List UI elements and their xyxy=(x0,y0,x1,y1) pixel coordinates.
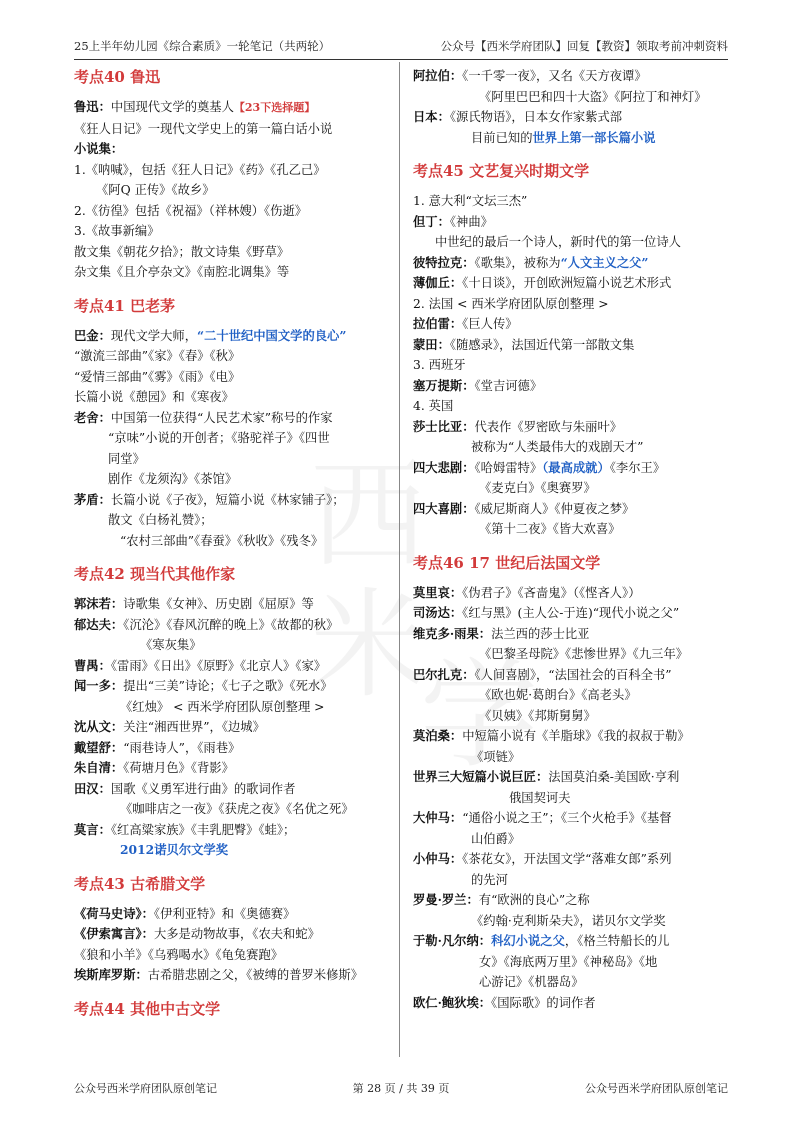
text-line: 《红烛》 < 西米学府团队原创整理 > xyxy=(120,699,325,714)
verne-line xyxy=(413,931,731,952)
arabia-line xyxy=(413,66,731,87)
highlight-text: （最高成就） xyxy=(542,459,610,475)
entry-name: 蒙田： xyxy=(413,336,450,352)
entry-name: 维克多·雨果： xyxy=(413,625,492,641)
text-line: 散文集《朝花夕拾》；散文诗集《野草》 xyxy=(74,244,290,259)
entry-text: 现代文学大师， xyxy=(110,328,197,343)
entry-text: “雨巷诗人”，《雨巷》 xyxy=(123,740,241,755)
entry-name: 大仲马： xyxy=(413,810,463,825)
text-line: “京味”小说的开创者；《骆驼祥子》《四世 xyxy=(108,431,330,445)
text-line: 2.《彷徨》包括《祝福》（祥林嫂）《伤逝》 xyxy=(74,203,308,218)
text-line: 被称为“人类最伟大的戏剧天才” xyxy=(471,440,644,454)
text-line: “激流三部曲”《家》《春》《秋》 xyxy=(74,349,241,363)
page-number: 第 28 页 / 共 39 页 xyxy=(352,1082,450,1095)
entry-name: 小仲马： xyxy=(413,851,463,866)
luxun-line xyxy=(74,97,392,119)
entry-name: 闻一多： xyxy=(74,678,124,693)
entry-text: 提出“三美”诗论；《七子之歌》《死水》 xyxy=(123,679,333,693)
dumas-fils-line xyxy=(413,849,731,870)
page-footer xyxy=(74,1080,728,1096)
entry-name: 戴望舒： xyxy=(74,739,124,755)
text-line: 3. 西班牙 xyxy=(413,358,466,372)
text-line: 心游记》《机器岛》 xyxy=(479,975,584,989)
text-line: 同堂》 xyxy=(108,451,145,466)
entry-name: 日本： xyxy=(413,109,450,124)
entry-name: 拉伯雷： xyxy=(413,316,463,331)
entry-text: 国歌《义勇军进行曲》的歌词作者 xyxy=(110,781,296,796)
column-divider xyxy=(399,62,400,1057)
pottier-line xyxy=(413,993,731,1014)
entry-name: 朱自清： xyxy=(74,760,124,775)
entry-text: 《巨人传》 xyxy=(462,317,518,331)
entry-text: 《国际歌》的词作者 xyxy=(491,995,596,1010)
entry-text: 法国莫泊桑-美国欧·亨利 xyxy=(548,770,680,784)
entry-text: 中国第一位获得“人民艺术家”称号的作家 xyxy=(110,410,333,425)
entry-name: 阿拉伯： xyxy=(413,68,463,83)
text-line: 《贝姨》《邦斯舅舅》 xyxy=(479,708,596,723)
entry-name: 郭沫若： xyxy=(74,596,124,611)
guomoruo-line xyxy=(74,594,392,615)
entry-name: 于勒·凡尔纳： xyxy=(413,933,492,948)
highlight-text: 2012诺贝尔文学奖 xyxy=(120,842,229,857)
text-line: 中世纪的最后一个诗人，新时代的第一位诗人 xyxy=(435,235,681,249)
footer-right-text: 公众号西米学府团队原创笔记 xyxy=(585,1082,728,1095)
text-line: 《狂人日记》一现代文学史上的第一篇白话小说 xyxy=(74,121,333,136)
entry-text: 法兰西的莎士比亚 xyxy=(491,626,590,641)
entry-name: 《伊索寓言》： xyxy=(74,926,154,941)
dante-line xyxy=(413,212,731,233)
rabelais-line xyxy=(413,314,731,335)
entry-text: 《哈姆雷特》 xyxy=(474,460,543,475)
entry-text: 古希腊悲剧之父，《被缚的普罗米修斯》 xyxy=(147,968,363,982)
highlight-text: “二十世纪中国文学的良心” xyxy=(197,327,347,343)
text-line: 剧作《龙须沟》《茶馆》 xyxy=(108,472,238,486)
entry-name: 埃斯库罗斯： xyxy=(74,967,148,982)
header-left-text: 25上半年幼儿园《综合素质》一轮笔记（共两轮） xyxy=(74,39,331,53)
entry-name: 世界三大短篇小说巨匠： xyxy=(413,769,549,784)
entry-name: 老舍： xyxy=(74,409,111,425)
text-line: 1.《呐喊》，包括《狂人日记》《药》《孔乙己》 xyxy=(74,162,326,177)
aeschylus-line xyxy=(74,965,392,986)
aesop-line xyxy=(74,924,392,945)
japan-line xyxy=(413,107,731,128)
entry-name: 欧仁·鲍狄埃： xyxy=(413,994,492,1010)
entry-name: 薄伽丘： xyxy=(413,275,463,290)
entry-name: 莫言： xyxy=(74,821,111,837)
dumas-pere-line xyxy=(413,808,731,829)
text-line: 的先河 xyxy=(471,872,508,887)
entry-text: 《歌集》，被称为 xyxy=(474,255,561,270)
entry-text: “通俗小说之王”；《三个火枪手》《基督 xyxy=(462,811,672,825)
entry-name: 彼特拉克： xyxy=(413,254,475,270)
footer-left-text: 公众号西米学府团队原创笔记 xyxy=(74,1082,217,1095)
caoyu-line xyxy=(74,656,392,677)
text-line: 《欧也妮·葛朗台》《高老头》 xyxy=(479,688,637,702)
section-title-44: 考点44 其他中古文学 xyxy=(74,999,221,1018)
section-title-41: 考点41 巴老茅 xyxy=(74,296,176,315)
page-header xyxy=(74,36,728,60)
text-line: 《寒灰集》 xyxy=(140,638,202,652)
text-line: “爱情三部曲”《雾》《雨》《电》 xyxy=(74,369,241,384)
header-right-text: 公众号【西米学府团队】回复【教资】领取考前冲刺资料 xyxy=(440,39,728,53)
three-masters-line xyxy=(413,767,731,788)
petrarch-line xyxy=(413,253,731,274)
entry-name: 莫里哀： xyxy=(413,584,463,600)
entry-name: 郁达夫： xyxy=(74,616,124,632)
highlight-text: “人文主义之父” xyxy=(560,254,649,270)
text-line: 女》《海底两万里》《神秘岛》《地 xyxy=(479,954,658,969)
text-line: 《巴黎圣母院》《悲惨世界》《九三年》 xyxy=(479,647,689,661)
text-line: 山伯爵》 xyxy=(471,831,521,846)
entry-name: 鲁迅： xyxy=(74,99,111,114)
entry-text: 《随感录》，法国近代第一部散文集 xyxy=(449,337,635,352)
text-line: 《麦克白》《奥赛罗》 xyxy=(479,481,596,495)
entry-text: 目前已知的 xyxy=(471,130,533,145)
text-line: 《阿Q 正传》《故乡》 xyxy=(96,183,215,197)
rolland-line xyxy=(413,890,731,911)
entry-name: 莎士比亚： xyxy=(413,418,475,434)
japan-note-line xyxy=(413,128,731,149)
entry-name: 茅盾： xyxy=(74,491,111,507)
entry-text: 《茶花女》，开法国文学“落难女郎”系列 xyxy=(462,852,672,866)
text-line: 《第十二夜》《皆大欢喜》 xyxy=(479,522,621,536)
text-line: 杂文集《且介亭杂文》《南腔北调集》等 xyxy=(74,265,290,279)
maodun-line xyxy=(74,490,392,511)
cervantes-line xyxy=(413,376,731,397)
entry-text: 《源氏物语》，日本女作家紫式部 xyxy=(449,110,623,124)
entry-text: 关注“湘西世界”，《边城》 xyxy=(123,720,265,734)
shakespeare-line xyxy=(413,417,731,438)
entry-name: 四大悲剧： xyxy=(413,459,475,475)
entry-text: 《十日谈》，开创欧洲短篇小说艺术形式 xyxy=(462,276,672,290)
text-line: 《狼和小羊》《乌鸦喝水》《龟兔赛跑》 xyxy=(74,947,284,962)
entry-name: 巴金： xyxy=(74,327,111,343)
entry-text: 大多是动物故事，《农夫和蛇》 xyxy=(153,927,320,941)
maupassant-line xyxy=(413,726,731,747)
entry-text: 《荷塘月色》《背影》 xyxy=(123,761,234,775)
entry-text: 《人间喜剧》，“法国社会的百科全书” xyxy=(474,667,672,682)
entry-name: 塞万提斯： xyxy=(413,377,475,393)
text-line: 俄国契诃夫 xyxy=(509,790,571,805)
text-line: 4. 英国 xyxy=(413,399,454,413)
entry-text: 《红与黑》(主人公-于连)“现代小说之父” xyxy=(462,606,680,620)
text-line: “农村三部曲”《春蚕》《秋收》《残冬》 xyxy=(120,533,324,548)
wenyiduo-line xyxy=(74,676,392,697)
moyan-line xyxy=(74,820,392,841)
boccaccio-line xyxy=(413,273,731,294)
entry-text: ，《格兰特船长的儿 xyxy=(564,934,670,948)
entry-text: 《伊利亚特》和《奥德赛》 xyxy=(153,906,296,921)
entry-text: 《沉沦》《春风沉醉的晚上》《故都的秋》 xyxy=(123,617,339,632)
homer-line xyxy=(74,904,392,925)
entry-text: 《雷雨》《日出》《原野》《北京人》《家》 xyxy=(110,658,327,673)
entry-name: 但丁： xyxy=(413,213,450,229)
text-line: 《项链》 xyxy=(471,749,521,764)
text-line: 3.《故事新编》 xyxy=(74,224,160,238)
hugo-line xyxy=(413,624,731,645)
entry-text: 《堂吉诃德》 xyxy=(474,378,543,393)
entry-name: 沈从文： xyxy=(74,719,124,734)
exam-tag: 【23下选择题】 xyxy=(233,101,316,114)
text-line: 《咖啡店之一夜》《获虎之夜》《名优之死》 xyxy=(120,802,354,816)
entry-name: 田汉： xyxy=(74,780,111,796)
highlight-text: 世界上第一部长篇小说 xyxy=(532,129,656,145)
subheading: 小说集： xyxy=(74,141,124,156)
entry-text: 诗歌集《女神》、历史剧《屈原》等 xyxy=(123,597,314,611)
section-title-40: 考点40 鲁迅 xyxy=(74,68,161,86)
left-column xyxy=(74,66,392,1029)
entry-text: 《神曲》 xyxy=(449,214,493,229)
entry-text: 《威尼斯商人》《仲夏夜之梦》 xyxy=(474,501,635,516)
section-title-45: 考点45 文艺复兴时期文学 xyxy=(413,162,590,180)
text-line: 2. 法国 < 西米学府团队原创整理 > xyxy=(413,296,609,311)
entry-text: 《伪君子》《吝啬鬼》（《悭吝人》） xyxy=(462,585,641,600)
entry-name: 巴尔扎克： xyxy=(413,666,475,682)
laoshe-line xyxy=(74,408,392,429)
balzac-line xyxy=(413,665,731,686)
section-title-46: 考点46 17 世纪后法国文学 xyxy=(413,553,601,572)
entry-name: 《荷马史诗》： xyxy=(74,905,154,921)
entry-text: 长篇小说《子夜》，短篇小说《林家铺子》； xyxy=(110,492,345,507)
comedies-line xyxy=(413,499,731,520)
bajin-line xyxy=(74,326,392,347)
tianhan-line xyxy=(74,779,392,800)
entry-name: 四大喜剧： xyxy=(413,500,475,516)
entry-text: 《李尔王》 xyxy=(609,460,666,475)
tragedies-line xyxy=(413,458,731,479)
text-line: 长篇小说《憩园》和《寒夜》 xyxy=(74,390,234,404)
entry-name: 司汤达： xyxy=(413,605,463,620)
entry-text: 《一千零一夜》，又名《天方夜谭》 xyxy=(462,69,647,83)
entry-text: 有“欧洲的良心”之称 xyxy=(478,893,590,907)
highlight-text: 科幻小说之父 xyxy=(491,933,565,948)
section-title-42: 考点42 现当代其他作家 xyxy=(74,565,236,583)
entry-name: 曹禺： xyxy=(74,657,111,673)
moliere-line xyxy=(413,583,731,604)
text-line: 《阿里巴巴和四十大盗》《阿拉丁和神灯》 xyxy=(479,89,707,104)
entry-text: 《红高粱家族》《丰乳肥臀》《蛙》； xyxy=(110,822,296,837)
stendhal-line xyxy=(413,603,731,624)
text-line: 散文《白杨礼赞》； xyxy=(108,513,213,527)
entry-name: 莫泊桑： xyxy=(413,728,463,743)
right-column xyxy=(413,66,731,1013)
entry-text: 代表作《罗密欧与朱丽叶》 xyxy=(474,419,623,434)
text-line: 1. 意大利“文坛三杰” xyxy=(413,194,528,208)
montaigne-line xyxy=(413,335,731,356)
daiwangshu-line xyxy=(74,738,392,759)
entry-name: 罗曼·罗兰： xyxy=(413,892,479,907)
zhuziqing-line xyxy=(74,758,392,779)
entry-text: 中短篇小说有《羊脂球》《我的叔叔于勒》 xyxy=(462,729,690,743)
section-title-43: 考点43 古希腊文学 xyxy=(74,874,206,893)
entry-text: 中国现代文学的奠基人 xyxy=(110,100,234,114)
shencongwen-line xyxy=(74,717,392,738)
yudafu-line xyxy=(74,615,392,636)
text-line: 《约翰·克利斯朵夫》，诺贝尔文学奖 xyxy=(471,913,666,928)
